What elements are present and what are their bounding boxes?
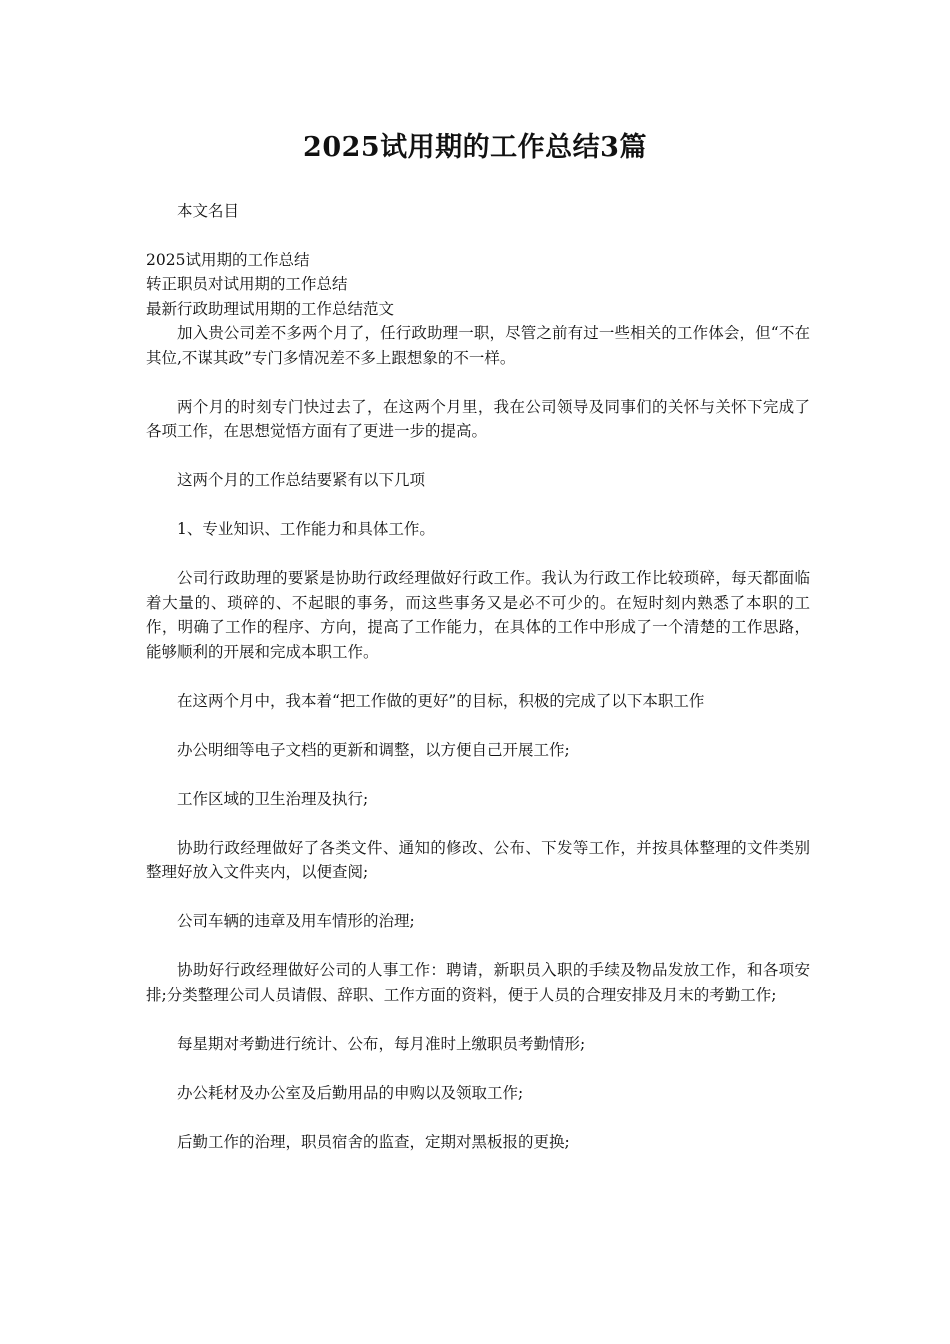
paragraph: 在这两个月中，我本着“把工作做的更好”的目标，积极的完成了以下本职工作 — [177, 691, 705, 710]
toc-item: 2025试用期的工作总结 — [146, 250, 310, 269]
paragraph: 每星期对考勤进行统计、公布，每月准时上缴职员考勤情形; — [177, 1034, 586, 1053]
paragraph: 办公耗材及办公室及后勤用品的申购以及领取工作; — [177, 1083, 524, 1102]
document-title: 2025试用期的工作总结3篇 — [303, 132, 647, 163]
paragraph: 后勤工作的治理，职员宿舍的监查，定期对黑板报的更换; — [177, 1132, 570, 1151]
paragraph: 公司车辆的违章及用车情形的治理; — [177, 912, 415, 930]
paragraph: 协助好行政经理做好公司的人事工作：聘请，新职员入职的手续及物品发放工作，和各项安排;分类整理公司人员请假、辞职、工作方面的资料，便于人员的合理安排及月末的考勤工作; — [146, 961, 810, 1004]
document-body — [146, 199, 810, 1154]
paragraph: 协助行政经理做好了各类文件、通知的修改、公布、下发等工作，并按具体整理的文件类别整理好放入文件夹内，以便查阅; — [146, 838, 810, 881]
paragraph: 这两个月的工作总结要紧有以下几项 — [177, 471, 426, 489]
paragraph: 加入贵公司差不多两个月了，任行政助理一职，尽管之前有过一些相关的工作体会，但“不在其位,不谋其政”专门多情况差不多上跟想象的不一样。 — [146, 324, 810, 367]
paragraph: 两个月的时刻专门快过去了，在这两个月里，我在公司领导及同事们的关怀与关怀下完成了各项工作，在思想觉悟方面有了更进一步的提高。 — [146, 397, 810, 440]
toc-heading: 本文名目 — [177, 202, 240, 220]
paragraph: 1、专业知识、工作能力和具体工作。 — [177, 520, 435, 538]
paragraph: 公司行政助理的要紧是协助行政经理做好行政工作。我认为行政工作比较琐碎，每天都面临着大量的、琐碎的、不起眼的事务，而这些事务又是必不可少的。在短时刻内熟悉了本职的工作，明确了工作的程序、方向，提高了工作能力，在具体的工作中形成了一个清楚的工作思路，能够顺利的开展和完成本职工作。 — [146, 569, 810, 661]
toc-item: 转正职员对试用期的工作总结 — [146, 275, 348, 293]
table-of-contents — [146, 248, 810, 322]
paragraph: 工作区域的卫生治理及执行; — [177, 789, 369, 808]
paragraph: 办公明细等电子文档的更新和调整，以方便自己开展工作; — [177, 740, 570, 759]
toc-item: 最新行政助理试用期的工作总结范文 — [146, 299, 395, 318]
